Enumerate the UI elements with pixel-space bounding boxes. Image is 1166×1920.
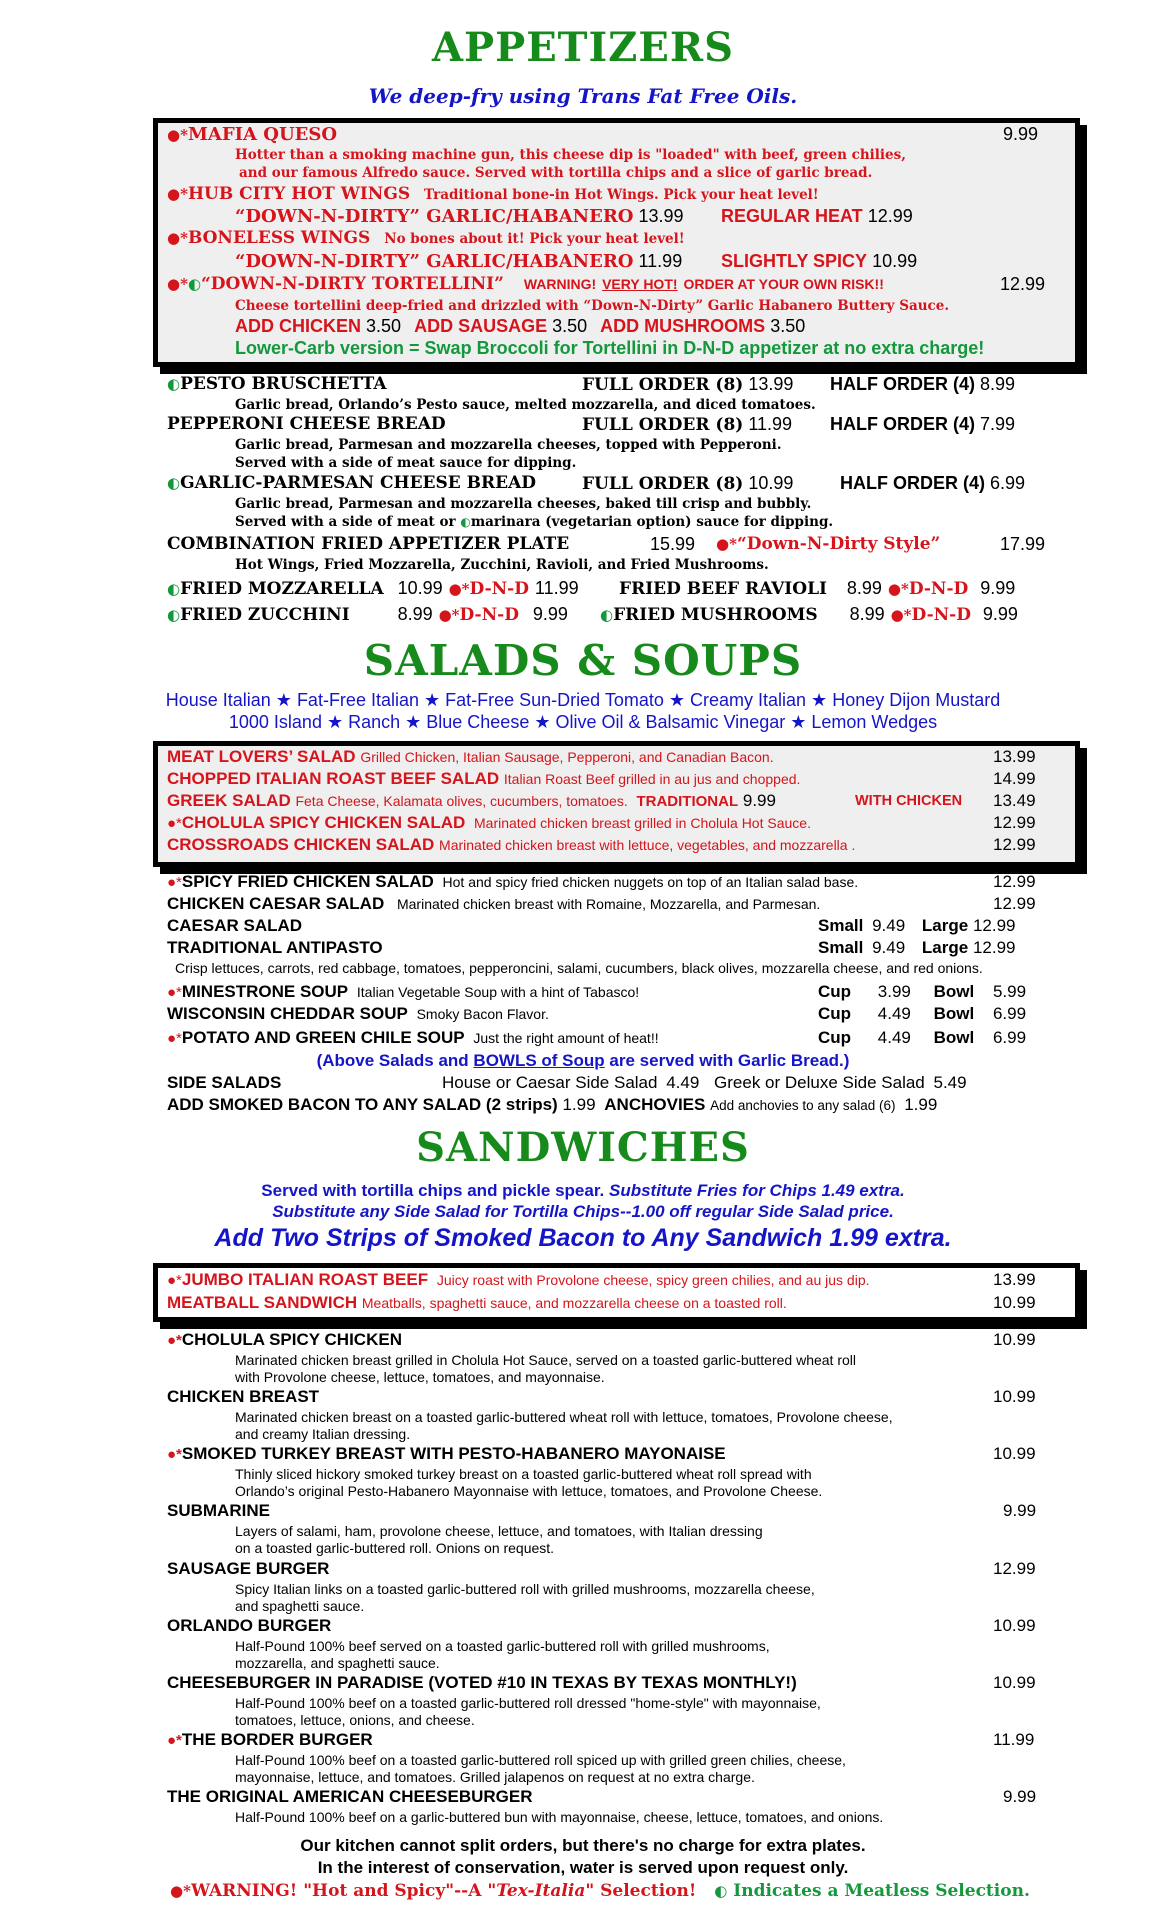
minestrone-soup: ●*MINESTRONE SOUP Italian Vegetable Soup with a hint of Tabasco! xyxy=(167,982,640,1001)
side-salads: SIDE SALADS xyxy=(167,1073,282,1092)
mafia-queso-price: 9.99 xyxy=(1003,124,1039,144)
sandwich-list-item: CHEESEBURGER IN PARADISE (VOTED #10 IN TEXAS BY TEXAS MONTHLY!) Half-Pound 100% beef on a toasted garlic-buttered roll dressed "home-style" with mayonnaise, tomatoes, lettuce, onions, and cheese. 10.99 xyxy=(167,1673,1036,1728)
garlic-parmesan-description: Garlic bread, Parmesan and mozzarella cheeses, baked till crisp and bubbly. Served with a side of meat or ◐marinara (vegetarian option) sauce for dipping. xyxy=(235,496,834,530)
combo-plate-price: 15.99 xyxy=(650,534,696,554)
hot-pepper-icon: ●* xyxy=(716,535,737,553)
pesto-bruschetta-full: FULL ORDER (8) 13.99 xyxy=(582,374,794,395)
garlic-parmesan-name: ◐GARLIC-PARMESAN CHEESE BREAD xyxy=(167,473,537,493)
meatball-sandwich-price: 10.99 xyxy=(993,1293,1036,1312)
pepperoni-bread-name: PEPPERONI CHEESE BREAD xyxy=(167,414,446,434)
jumbo-roast-beef-price: 13.99 xyxy=(993,1270,1036,1289)
tortellini-addons: ADD CHICKEN 3.50 ADD SAUSAGE 3.50 ADD MUSHROOMS 3.50 xyxy=(235,316,806,336)
chicken-caesar-salad: CHICKEN CAESAR SALAD Marinated chicken breast with Romaine, Mozzarella, and Parmesan. xyxy=(167,894,821,913)
meatless-leaf-icon: ◐ xyxy=(167,375,181,393)
hot-pepper-icon: ●* xyxy=(438,606,460,624)
fried-beef-ravioli: FRIED BEEF RAVIOLI 8.99 ●*D-N-D 9.99 xyxy=(619,578,1016,599)
boneless-wings-dnd: “DOWN-N-DIRTY” GARLIC/HABANERO 11.99 xyxy=(235,251,683,272)
fried-mushrooms: ◐FRIED MUSHROOMS 8.99 ●*D-N-D 9.99 xyxy=(600,604,1018,625)
fried-zucchini: ◐FRIED ZUCCHINI 8.99 ●*D-N-D 9.99 xyxy=(167,604,568,625)
antipasto-prices: Small 9.49 Large 12.99 xyxy=(818,938,1016,957)
tortellini-price: 12.99 xyxy=(1000,274,1046,294)
garlic-parmesan-full: FULL ORDER (8) 10.99 xyxy=(582,473,794,494)
greek-salad-with-chicken: WITH CHICKEN xyxy=(855,793,963,809)
bacon-anchovies-row: ADD SMOKED BACON TO ANY SALAD (2 strips) 1.99 ANCHOVIES Add anchovies to any salad (6) 1.99 xyxy=(167,1095,938,1114)
hot-wings-regular: REGULAR HEAT 12.99 xyxy=(721,206,913,226)
pesto-bruschetta-half: HALF ORDER (4) 8.99 xyxy=(830,374,1016,394)
sandwich-list-item: SAUSAGE BURGER Spicy Italian links on a toasted garlic-buttered roll with grilled mushrooms, mozzarella cheese, and spaghetti sauce. 12.99 xyxy=(167,1559,1036,1614)
sandwich-list-item: THE ORIGINAL AMERICAN CHEESEBURGER Half-Pound 100% beef on a garlic-buttered bun with mayonnaise, cheese, lettuce, tomatoes, and onions. 9.99 xyxy=(167,1787,1037,1825)
wisconsin-cheddar-soup: WISCONSIN CHEDDAR SOUP Smoky Bacon Flavor. xyxy=(167,1004,549,1023)
sandwiches-title: SANDWICHES xyxy=(416,1124,750,1171)
hot-pepper-icon: ●* xyxy=(890,606,912,624)
hot-wings-row: ●*HUB CITY HOT WINGS Traditional bone-in Hot Wings. Pick your heat level! xyxy=(167,184,819,204)
hot-pepper-icon: ●* xyxy=(167,984,182,1001)
mafia-queso-row: ●*MAFIA QUESO xyxy=(167,124,338,145)
hot-pepper-icon: ●* xyxy=(167,874,182,891)
sandwich-list-item: CHICKEN BREAST Marinated chicken breast on a toasted garlic-buttered wheat roll with lettuce, tomatoes, Provolone cheese, and creamy Italian dressing. 10.99 xyxy=(167,1387,1036,1442)
combo-plate-dnd: ●*“Down-N-Dirty Style” xyxy=(716,534,941,554)
potato-prices: Cup 4.49 Bowl 6.99 xyxy=(818,1028,1027,1047)
sandwich-note-1: Served with tortilla chips and pickle spear. Substitute Fries for Chips 1.49 extra. xyxy=(261,1181,905,1200)
greek-salad-price: 13.49 xyxy=(993,791,1036,810)
meatless-leaf-icon: ◐ xyxy=(714,1882,728,1900)
sandwich-list-item: ORLANDO BURGER Half-Pound 100% beef served on a toasted garlic-buttered roll with grilled mushrooms, mozzarella, and spaghetti sauce. 10.99 xyxy=(167,1616,1036,1671)
tortellini-row: ●*◐“DOWN-N-DIRTY TORTELLINI” WARNING! VERY HOT! ORDER AT YOUR OWN RISK!! xyxy=(167,274,884,294)
meatless-leaf-icon: ◐ xyxy=(167,474,181,492)
chopped-roast-beef-price: 14.99 xyxy=(993,769,1036,788)
meat-lovers-price: 13.99 xyxy=(993,747,1036,766)
cholula-salad: ●*CHOLULA SPICY CHICKEN SALAD Marinated chicken breast grilled in Cholula Hot Sauce. xyxy=(167,813,811,832)
boneless-wings-row: ●*BONELESS WINGS No bones about it! Pick your heat level! xyxy=(167,228,685,248)
crossroads-salad: CROSSROADS CHICKEN SALAD Marinated chicken breast with lettuce, vegetables, and mozzarella . xyxy=(167,835,856,854)
footer-legend: ●*WARNING! "Hot and Spicy"--A "Tex-Italia" Selection! ◐ Indicates a Meatless Selection. xyxy=(170,1881,1030,1901)
hot-pepper-icon: ●* xyxy=(167,1332,182,1349)
hot-pepper-icon: ●* xyxy=(167,815,182,832)
chicken-caesar-price: 12.99 xyxy=(993,894,1036,913)
fried-mozzarella: ◐FRIED MOZZARELLA 10.99 ●*D-N-D 11.99 xyxy=(167,578,579,599)
footer-split-orders: Our kitchen cannot split orders, but there's no charge for extra plates. xyxy=(300,1836,866,1855)
meatless-leaf-icon: ◐ xyxy=(167,580,181,598)
meatless-leaf-icon: ◐ xyxy=(460,515,471,529)
salads-title: SALADS & SOUPS xyxy=(363,636,803,685)
sandwich-list-item: SUBMARINE Layers of salami, ham, provolone cheese, lettuce, and tomatoes, with Italian dressing on a toasted garlic-buttered roll. Onions on request. 9.99 xyxy=(167,1501,1037,1556)
sandwich-note-2: Substitute any Side Salad for Tortilla Chips--1.00 off regular Side Salad price. xyxy=(272,1202,894,1221)
hot-pepper-icon: ●* xyxy=(167,1732,182,1749)
combo-plate-dnd-price: 17.99 xyxy=(1000,534,1046,554)
sandwich-list-item: ●*CHOLULA SPICY CHICKEN Marinated chicken breast grilled in Cholula Hot Sauce, served on a toasted garlic-buttered wheat roll with Provolone cheese, lettuce, tomatoes, and mayonnaise. 10.99 xyxy=(167,1330,1036,1385)
combo-plate-name: COMBINATION FRIED APPETIZER PLATE xyxy=(167,534,570,554)
caesar-salad-prices: Small 9.49 Large 12.99 xyxy=(818,916,1016,935)
pesto-bruschetta-name: ◐PESTO BRUSCHETTA xyxy=(167,374,387,394)
garlic-parmesan-half: HALF ORDER (4) 6.99 xyxy=(840,473,1026,493)
pepperoni-bread-half: HALF ORDER (4) 7.99 xyxy=(830,414,1016,434)
hot-pepper-icon: ●* xyxy=(167,185,188,203)
caesar-salad: CAESAR SALAD xyxy=(167,916,303,935)
spicy-fried-chicken-price: 12.99 xyxy=(993,872,1036,891)
sandwich-list-item: ●*THE BORDER BURGER Half-Pound 100% beef on a toasted garlic-buttered roll spiced up with grilled green chilies, cheese, mayonnaise, lettuce, and tomatoes. Grilled jalapenos on request at no extra charge. 11.99 xyxy=(167,1730,1035,1785)
meatball-sandwich: MEATBALL SANDWICH Meatballs, spaghetti sauce, and mozzarella cheese on a toasted roll. xyxy=(167,1293,787,1312)
pepperoni-bread-description: Garlic bread, Parmesan and mozzarella cheeses, topped with Pepperoni. Served with a side of meat sauce for dipping. xyxy=(235,437,782,471)
sandwich-note-3: Add Two Strips of Smoked Bacon to Any Sandwich 1.99 extra. xyxy=(214,1224,952,1252)
crossroads-salad-price: 12.99 xyxy=(993,835,1036,854)
meatless-leaf-icon: ◐ xyxy=(167,606,181,624)
hot-wings-options: “DOWN-N-DIRTY” GARLIC/HABANERO 13.99 xyxy=(235,206,684,227)
hot-pepper-icon: ●* xyxy=(167,229,188,247)
tortellini-description: Cheese tortellini deep-fried and drizzled with “Down-N-Dirty” Garlic Habanero Buttery Sauce. xyxy=(235,298,950,314)
jumbo-italian-roast-beef: ●*JUMBO ITALIAN ROAST BEEF Juicy roast with Provolone cheese, spicy green chilies, and au jus dip. xyxy=(167,1270,870,1289)
boneless-wings-mild: SLIGHTLY SPICY 10.99 xyxy=(721,251,918,271)
hot-pepper-icon: ●* xyxy=(167,1272,182,1289)
hot-pepper-icon: ●* xyxy=(167,126,188,144)
mafia-queso-description: Hotter than a smoking machine gun, this cheese dip is "loaded" with beef, green chilies, and our famous Alfredo sauce. Served with tortilla chips and a slice of garlic bread. xyxy=(235,147,906,181)
pepperoni-bread-full: FULL ORDER (8) 11.99 xyxy=(582,414,793,435)
appetizers-title: APPETIZERS xyxy=(432,24,734,71)
pesto-bruschetta-description: Garlic bread, Orlando’s Pesto sauce, melted mozzarella, and diced tomatoes. xyxy=(235,397,816,413)
wisconsin-prices: Cup 4.49 Bowl 6.99 xyxy=(818,1004,1027,1023)
side-salads-options: House or Caesar Side Salad 4.49 Greek or Deluxe Side Salad 5.49 xyxy=(442,1073,967,1092)
traditional-antipasto: TRADITIONAL ANTIPASTO xyxy=(167,938,383,957)
spicy-fried-chicken-salad: ●*SPICY FRIED CHICKEN SALAD Hot and spicy fried chicken nuggets on top of an Italian salad base. xyxy=(167,872,859,891)
footer-water-note: In the interest of conservation, water is served upon request only. xyxy=(317,1858,849,1877)
hot-pepper-icon: ●* xyxy=(887,580,909,598)
meatless-leaf-icon: ◐ xyxy=(187,275,202,293)
minestrone-prices: Cup 3.99 Bowl 5.99 xyxy=(818,982,1027,1001)
hot-pepper-icon: ●* xyxy=(170,1882,191,1900)
potato-green-chile-soup: ●*POTATO AND GREEN CHILE SOUP Just the right amount of heat!! xyxy=(167,1028,659,1047)
dressings-line-1: House Italian ★ Fat-Free Italian ★ Fat-Free Sun-Dried Tomato ★ Creamy Italian ★ Honey Dijon Mustard xyxy=(165,690,1001,710)
sandwich-list-item: ●*SMOKED TURKEY BREAST WITH PESTO-HABANERO MAYONAISE Thinly sliced hickory smoked turkey breast on a toasted garlic-buttered wheat roll spread with Orlando’s original Pesto-Habanero Mayonnaise with lettuce, tomatoes, and Provolone Cheese. 10.99 xyxy=(167,1444,1036,1499)
meatless-leaf-icon: ◐ xyxy=(600,606,614,624)
meat-lovers-salad: MEAT LOVERS’ SALAD Grilled Chicken, Italian Sausage, Pepperoni, and Canadian Bacon. xyxy=(167,747,774,766)
greek-salad: GREEK SALAD Feta Cheese, Kalamata olives, cucumbers, tomatoes. TRADITIONAL 9.99 xyxy=(167,791,776,810)
hot-pepper-icon: ●* xyxy=(167,1030,182,1047)
appetizers-subtitle: We deep-fry using Trans Fat Free Oils. xyxy=(368,84,798,108)
cholula-salad-price: 12.99 xyxy=(993,813,1036,832)
lower-carb-note: Lower-Carb version = Swap Broccoli for Tortellini in D-N-D appetizer at no extra charge! xyxy=(235,338,985,358)
antipasto-description: Crisp lettuces, carrots, red cabbage, tomatoes, pepperoncini, salami, cucumbers, black olives, mozzarella cheese, and red onions. xyxy=(175,960,983,976)
garlic-bread-note: (Above Salads and BOWLS of Soup are served with Garlic Bread.) xyxy=(316,1051,850,1070)
hot-pepper-icon: ●* xyxy=(448,580,470,598)
combo-plate-description: Hot Wings, Fried Mozzarella, Zucchini, Ravioli, and Fried Mushrooms. xyxy=(235,557,769,573)
hot-pepper-icon: ●* xyxy=(167,275,188,293)
dressings-line-2: 1000 Island ★ Ranch ★ Blue Cheese ★ Olive Oil & Balsamic Vinegar ★ Lemon Wedges xyxy=(228,712,938,732)
chopped-roast-beef-salad: CHOPPED ITALIAN ROAST BEEF SALAD Italian Roast Beef grilled in au jus and chopped. xyxy=(167,769,801,788)
hot-pepper-icon: ●* xyxy=(167,1446,182,1463)
